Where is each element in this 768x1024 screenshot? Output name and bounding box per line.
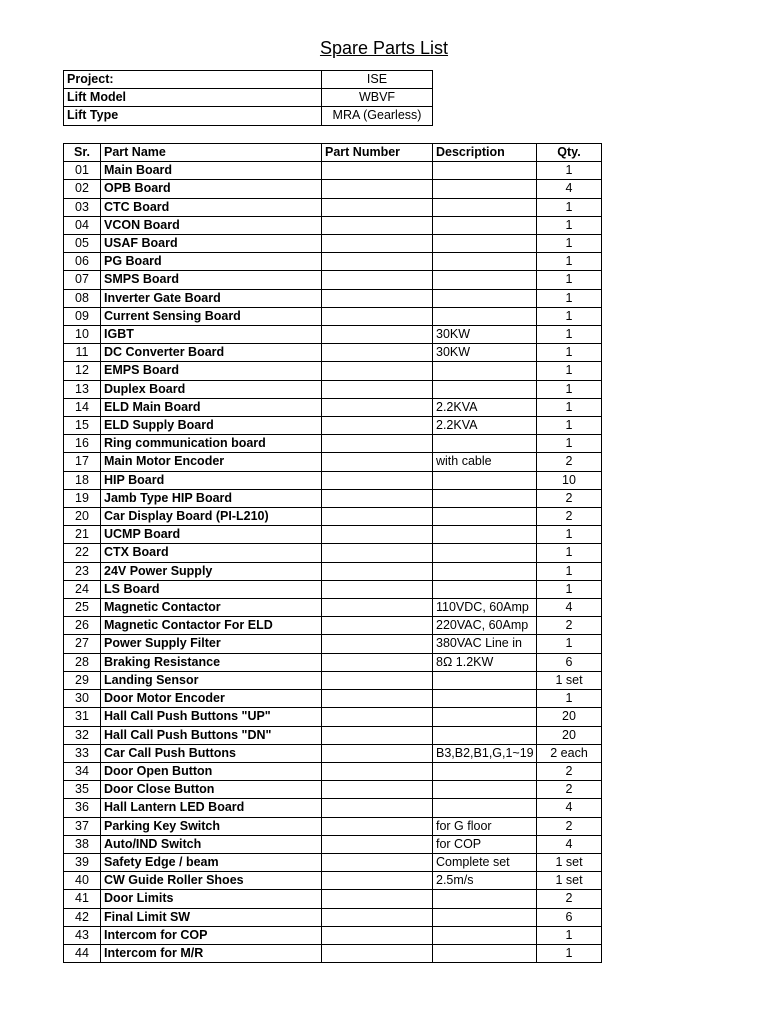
cell-part-number	[322, 635, 433, 653]
cell-description	[433, 435, 537, 453]
cell-description	[433, 944, 537, 962]
cell-description	[433, 890, 537, 908]
cell-qty: 20	[537, 726, 602, 744]
cell-sr: 03	[64, 198, 101, 216]
cell-part-name: ELD Supply Board	[101, 417, 322, 435]
project-info-row	[64, 89, 433, 107]
cell-part-name: Door Motor Encoder	[101, 690, 322, 708]
cell-sr: 36	[64, 799, 101, 817]
cell-part-name: Power Supply Filter	[101, 635, 322, 653]
cell-sr: 07	[64, 271, 101, 289]
spare-parts-table	[63, 143, 602, 963]
cell-sr: 28	[64, 653, 101, 671]
cell-sr: 15	[64, 417, 101, 435]
cell-part-name: Jamb Type HIP Board	[101, 489, 322, 507]
cell-description: 8Ω 1.2KW	[433, 653, 537, 671]
cell-qty: 4	[537, 835, 602, 853]
cell-part-name: VCON Board	[101, 216, 322, 234]
cell-part-number	[322, 726, 433, 744]
cell-qty: 2	[537, 489, 602, 507]
cell-sr: 11	[64, 344, 101, 362]
cell-description: 380VAC Line in	[433, 635, 537, 653]
cell-part-name: DC Converter Board	[101, 344, 322, 362]
cell-part-number	[322, 544, 433, 562]
cell-qty: 20	[537, 708, 602, 726]
cell-part-number	[322, 835, 433, 853]
table-row	[64, 380, 602, 398]
table-row	[64, 235, 602, 253]
cell-description	[433, 198, 537, 216]
table-row	[64, 344, 602, 362]
cell-qty: 4	[537, 180, 602, 198]
cell-part-number	[322, 508, 433, 526]
cell-part-name: Final Limit SW	[101, 908, 322, 926]
cell-sr: 04	[64, 216, 101, 234]
cell-qty: 1 set	[537, 872, 602, 890]
cell-sr: 21	[64, 526, 101, 544]
cell-qty: 1 set	[537, 853, 602, 871]
page-title: Spare Parts List	[319, 38, 449, 58]
cell-part-number	[322, 471, 433, 489]
cell-description: 2.2KVA	[433, 398, 537, 416]
cell-part-number	[322, 289, 433, 307]
cell-qty: 2	[537, 817, 602, 835]
cell-sr: 29	[64, 671, 101, 689]
cell-part-name: Door Limits	[101, 890, 322, 908]
cell-qty: 1	[537, 435, 602, 453]
cell-qty: 1	[537, 253, 602, 271]
cell-part-name: Safety Edge / beam	[101, 853, 322, 871]
cell-part-number	[322, 580, 433, 598]
project-info-label: Project:	[64, 71, 322, 89]
cell-part-number	[322, 944, 433, 962]
cell-part-name: Hall Call Push Buttons "DN"	[101, 726, 322, 744]
cell-qty: 2 each	[537, 744, 602, 762]
cell-part-number	[322, 307, 433, 325]
table-row	[64, 690, 602, 708]
cell-description	[433, 781, 537, 799]
table-row	[64, 471, 602, 489]
cell-part-number	[322, 417, 433, 435]
cell-part-number	[322, 817, 433, 835]
cell-part-name: Landing Sensor	[101, 671, 322, 689]
project-info-row	[64, 107, 433, 125]
table-row	[64, 326, 602, 344]
cell-description	[433, 580, 537, 598]
cell-part-name: Main Board	[101, 162, 322, 180]
table-row	[64, 489, 602, 507]
cell-description	[433, 799, 537, 817]
cell-sr: 06	[64, 253, 101, 271]
cell-part-name: CW Guide Roller Shoes	[101, 872, 322, 890]
table-row	[64, 890, 602, 908]
cell-part-name: ELD Main Board	[101, 398, 322, 416]
cell-qty: 10	[537, 471, 602, 489]
cell-part-name: SMPS Board	[101, 271, 322, 289]
cell-part-name: Magnetic Contactor For ELD	[101, 617, 322, 635]
table-row	[64, 580, 602, 598]
cell-sr: 23	[64, 562, 101, 580]
table-row	[64, 562, 602, 580]
cell-part-number	[322, 781, 433, 799]
table-row	[64, 307, 602, 325]
cell-sr: 13	[64, 380, 101, 398]
cell-description: 30KW	[433, 326, 537, 344]
table-row	[64, 744, 602, 762]
cell-part-number	[322, 271, 433, 289]
cell-qty: 1	[537, 380, 602, 398]
cell-qty: 1	[537, 326, 602, 344]
table-row	[64, 853, 602, 871]
cell-part-name: Main Motor Encoder	[101, 453, 322, 471]
cell-qty: 1	[537, 162, 602, 180]
cell-qty: 1	[537, 198, 602, 216]
cell-qty: 4	[537, 599, 602, 617]
cell-qty: 1	[537, 307, 602, 325]
cell-qty: 4	[537, 799, 602, 817]
cell-part-number	[322, 708, 433, 726]
table-row	[64, 544, 602, 562]
cell-description: 2.2KVA	[433, 417, 537, 435]
cell-part-number	[322, 653, 433, 671]
cell-part-number	[322, 562, 433, 580]
cell-qty: 1	[537, 526, 602, 544]
cell-qty: 1	[537, 216, 602, 234]
cell-description	[433, 289, 537, 307]
cell-description	[433, 726, 537, 744]
cell-part-name: Current Sensing Board	[101, 307, 322, 325]
cell-sr: 42	[64, 908, 101, 926]
cell-part-number	[322, 908, 433, 926]
project-info-label: Lift Model	[64, 89, 322, 107]
cell-part-number	[322, 344, 433, 362]
cell-part-name: Braking Resistance	[101, 653, 322, 671]
cell-qty: 1	[537, 362, 602, 380]
cell-sr: 30	[64, 690, 101, 708]
table-row	[64, 526, 602, 544]
cell-qty: 1	[537, 690, 602, 708]
cell-part-name: Door Open Button	[101, 762, 322, 780]
cell-qty: 1	[537, 271, 602, 289]
cell-description	[433, 235, 537, 253]
table-row	[64, 817, 602, 835]
cell-qty: 1	[537, 417, 602, 435]
project-info-value: WBVF	[322, 89, 433, 107]
cell-sr: 39	[64, 853, 101, 871]
table-row	[64, 417, 602, 435]
cell-description	[433, 908, 537, 926]
cell-part-number	[322, 253, 433, 271]
cell-sr: 35	[64, 781, 101, 799]
cell-qty: 2	[537, 617, 602, 635]
cell-part-number	[322, 180, 433, 198]
cell-sr: 26	[64, 617, 101, 635]
cell-sr: 37	[64, 817, 101, 835]
table-row	[64, 872, 602, 890]
table-row	[64, 216, 602, 234]
cell-sr: 08	[64, 289, 101, 307]
cell-part-name: EMPS Board	[101, 362, 322, 380]
cell-sr: 05	[64, 235, 101, 253]
cell-part-number	[322, 853, 433, 871]
cell-part-number	[322, 435, 433, 453]
table-row	[64, 398, 602, 416]
table-row	[64, 835, 602, 853]
cell-qty: 2	[537, 508, 602, 526]
table-row	[64, 453, 602, 471]
cell-sr: 25	[64, 599, 101, 617]
cell-part-name: Duplex Board	[101, 380, 322, 398]
cell-part-name: Ring communication board	[101, 435, 322, 453]
cell-description	[433, 671, 537, 689]
cell-sr: 01	[64, 162, 101, 180]
table-row	[64, 198, 602, 216]
header-part-number: Part Number	[322, 144, 433, 162]
cell-sr: 19	[64, 489, 101, 507]
cell-sr: 24	[64, 580, 101, 598]
cell-part-number	[322, 380, 433, 398]
cell-description: 220VAC, 60Amp	[433, 617, 537, 635]
cell-part-number	[322, 489, 433, 507]
cell-sr: 44	[64, 944, 101, 962]
cell-part-name: CTX Board	[101, 544, 322, 562]
cell-qty: 1 set	[537, 671, 602, 689]
cell-qty: 1	[537, 544, 602, 562]
cell-qty: 1	[537, 235, 602, 253]
cell-sr: 10	[64, 326, 101, 344]
cell-sr: 22	[64, 544, 101, 562]
cell-part-name: CTC Board	[101, 198, 322, 216]
cell-description	[433, 489, 537, 507]
cell-part-number	[322, 926, 433, 944]
project-info-row	[64, 71, 433, 89]
cell-description	[433, 162, 537, 180]
cell-qty: 1	[537, 289, 602, 307]
table-row	[64, 908, 602, 926]
cell-part-number	[322, 235, 433, 253]
cell-qty: 1	[537, 944, 602, 962]
table-row	[64, 289, 602, 307]
cell-part-number	[322, 599, 433, 617]
header-qty: Qty.	[537, 144, 602, 162]
cell-qty: 1	[537, 344, 602, 362]
header-sr: Sr.	[64, 144, 101, 162]
cell-description	[433, 708, 537, 726]
cell-description	[433, 508, 537, 526]
table-row	[64, 362, 602, 380]
cell-description	[433, 253, 537, 271]
table-row	[64, 508, 602, 526]
cell-part-name: Door Close Button	[101, 781, 322, 799]
project-info-value: ISE	[322, 71, 433, 89]
cell-part-number	[322, 671, 433, 689]
table-row	[64, 708, 602, 726]
cell-part-number	[322, 872, 433, 890]
cell-description	[433, 271, 537, 289]
cell-description: for G floor	[433, 817, 537, 835]
cell-sr: 18	[64, 471, 101, 489]
cell-part-name: IGBT	[101, 326, 322, 344]
cell-part-name: LS Board	[101, 580, 322, 598]
cell-qty: 1	[537, 635, 602, 653]
cell-description	[433, 216, 537, 234]
cell-part-name: OPB Board	[101, 180, 322, 198]
cell-sr: 41	[64, 890, 101, 908]
cell-description	[433, 544, 537, 562]
cell-qty: 2	[537, 890, 602, 908]
cell-description: with cable	[433, 453, 537, 471]
table-row	[64, 653, 602, 671]
cell-sr: 40	[64, 872, 101, 890]
cell-qty: 6	[537, 653, 602, 671]
cell-description: 2.5m/s	[433, 872, 537, 890]
cell-qty: 1	[537, 580, 602, 598]
table-row	[64, 180, 602, 198]
cell-qty: 2	[537, 762, 602, 780]
cell-qty: 6	[537, 908, 602, 926]
cell-part-number	[322, 326, 433, 344]
cell-sr: 20	[64, 508, 101, 526]
cell-description	[433, 380, 537, 398]
cell-qty: 2	[537, 781, 602, 799]
cell-part-name: Car Call Push Buttons	[101, 744, 322, 762]
cell-part-name: Inverter Gate Board	[101, 289, 322, 307]
cell-description: for COP	[433, 835, 537, 853]
cell-part-number	[322, 198, 433, 216]
header-part-name: Part Name	[101, 144, 322, 162]
cell-qty: 1	[537, 926, 602, 944]
cell-part-name: Car Display Board (PI-L210)	[101, 508, 322, 526]
cell-part-name: USAF Board	[101, 235, 322, 253]
table-row	[64, 944, 602, 962]
cell-part-name: Hall Lantern LED Board	[101, 799, 322, 817]
cell-part-number	[322, 398, 433, 416]
cell-description	[433, 762, 537, 780]
cell-part-name: PG Board	[101, 253, 322, 271]
cell-part-name: Intercom for COP	[101, 926, 322, 944]
cell-part-name: Auto/IND Switch	[101, 835, 322, 853]
cell-description	[433, 362, 537, 380]
cell-sr: 32	[64, 726, 101, 744]
cell-sr: 33	[64, 744, 101, 762]
cell-description	[433, 471, 537, 489]
table-row	[64, 435, 602, 453]
cell-description	[433, 926, 537, 944]
table-header-row	[64, 144, 602, 162]
cell-description: B3,B2,B1,G,1~19	[433, 744, 537, 762]
cell-part-number	[322, 216, 433, 234]
table-row	[64, 799, 602, 817]
table-row	[64, 162, 602, 180]
table-row	[64, 635, 602, 653]
table-row	[64, 617, 602, 635]
cell-description	[433, 690, 537, 708]
cell-sr: 17	[64, 453, 101, 471]
project-info-label: Lift Type	[64, 107, 322, 125]
cell-part-number	[322, 526, 433, 544]
cell-description	[433, 526, 537, 544]
cell-part-number	[322, 362, 433, 380]
table-row	[64, 762, 602, 780]
table-row	[64, 253, 602, 271]
cell-sr: 12	[64, 362, 101, 380]
cell-part-name: 24V Power Supply	[101, 562, 322, 580]
cell-part-number	[322, 762, 433, 780]
cell-sr: 14	[64, 398, 101, 416]
cell-sr: 27	[64, 635, 101, 653]
cell-description: 30KW	[433, 344, 537, 362]
cell-description	[433, 307, 537, 325]
cell-part-name: Parking Key Switch	[101, 817, 322, 835]
cell-description	[433, 562, 537, 580]
cell-part-name: Hall Call Push Buttons "UP"	[101, 708, 322, 726]
table-row	[64, 271, 602, 289]
cell-part-name: Magnetic Contactor	[101, 599, 322, 617]
table-row	[64, 926, 602, 944]
header-description: Description	[433, 144, 537, 162]
cell-part-name: HIP Board	[101, 471, 322, 489]
project-info-table	[63, 70, 433, 126]
project-info-value: MRA (Gearless)	[322, 107, 433, 125]
cell-description: Complete set	[433, 853, 537, 871]
cell-part-number	[322, 690, 433, 708]
cell-part-number	[322, 453, 433, 471]
cell-description: 110VDC, 60Amp	[433, 599, 537, 617]
cell-qty: 2	[537, 453, 602, 471]
table-row	[64, 671, 602, 689]
cell-sr: 16	[64, 435, 101, 453]
cell-part-number	[322, 799, 433, 817]
cell-sr: 43	[64, 926, 101, 944]
table-row	[64, 726, 602, 744]
table-row	[64, 781, 602, 799]
cell-sr: 02	[64, 180, 101, 198]
cell-part-number	[322, 617, 433, 635]
cell-description	[433, 180, 537, 198]
cell-qty: 1	[537, 562, 602, 580]
cell-part-name: Intercom for M/R	[101, 944, 322, 962]
cell-part-name: UCMP Board	[101, 526, 322, 544]
cell-part-number	[322, 162, 433, 180]
table-row	[64, 599, 602, 617]
cell-sr: 31	[64, 708, 101, 726]
cell-part-number	[322, 744, 433, 762]
cell-sr: 09	[64, 307, 101, 325]
cell-part-number	[322, 890, 433, 908]
cell-sr: 34	[64, 762, 101, 780]
cell-qty: 1	[537, 398, 602, 416]
cell-sr: 38	[64, 835, 101, 853]
